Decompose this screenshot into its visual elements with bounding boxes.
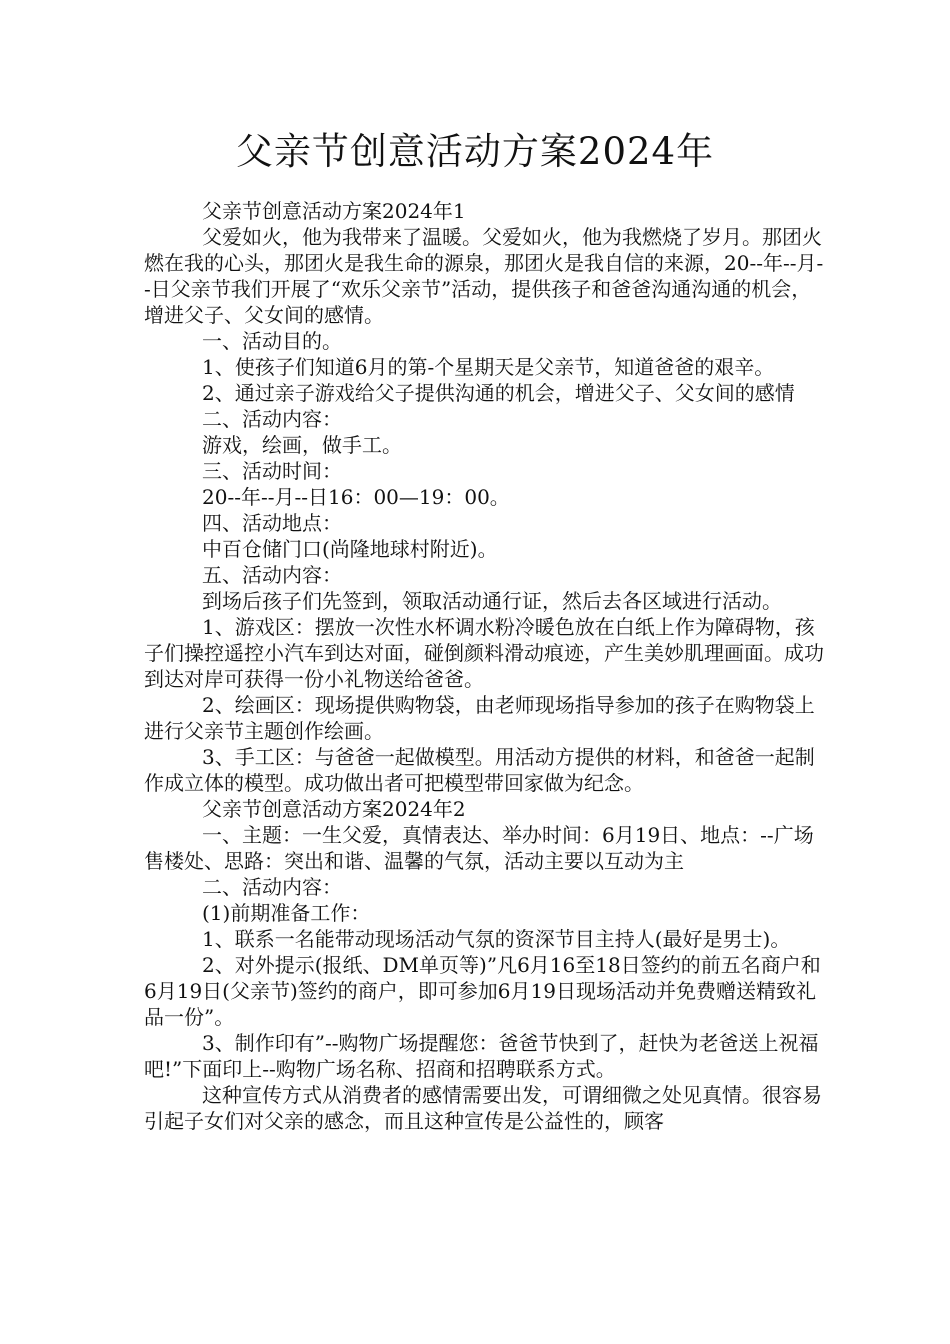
paragraph: 1、游戏区：摆放一次性水杯调水粉冷暖色放在白纸上作为障碍物，孩子们操控遥控小汽车到达对面，碰倒颜料滑动痕迹，产生美妙肌理画面。成功到达对岸可获得一份小礼物送给爸爸。 [144, 615, 824, 691]
document-body [144, 198, 828, 1134]
section-heading: 父亲节创意活动方案2024年1 [202, 199, 466, 223]
paragraph: 3、制作印有”--购物广场提醒您：爸爸节快到了，赶快为老爸送上祝福吧!”下面印上--购物广场名称、招商和招聘联系方式。 [144, 1031, 819, 1081]
paragraph: 到场后孩子们先签到，领取活动通行证，然后去各区域进行活动。 [202, 589, 782, 613]
document-title: 父亲节创意活动方案2024年 [235, 130, 715, 173]
paragraph: 四、活动地点： [202, 511, 342, 535]
paragraph: 父爱如火，他为我带来了温暖。父爱如火，他为我燃烧了岁月。那团火燃在我的心头，那团火是我生命的源泉，那团火是我自信的来源，20--年--月--日父亲节我们开展了“欢乐父亲节”活动，提供孩子和爸爸沟通沟通的机会，增进父子、父女间的感情。 [144, 225, 824, 327]
paragraph: 2、绘画区：现场提供购物袋，由老师现场指导参加的孩子在购物袋上进行父亲节主题创作绘画。 [144, 693, 815, 743]
paragraph: 一、活动目的。 [202, 329, 342, 353]
paragraph: 中百仓储门口(尚隆地球村附近)。 [202, 537, 498, 561]
paragraph: 2、通过亲子游戏给父子提供沟通的机会，增进父子、父女间的感情 [202, 381, 795, 405]
paragraph: 三、活动时间： [202, 459, 342, 483]
paragraph: 这种宣传方式从消费者的感情需要出发，可谓细微之处见真情。很容易引起子女们对父亲的感念，而且这种宣传是公益性的，顾客 [144, 1083, 822, 1133]
paragraph: 二、活动内容： [202, 875, 342, 899]
paragraph: 20--年--月--日16：00—19：00。 [202, 485, 510, 509]
paragraph: 一、主题：一生父爱，真情表达、举办时间：6月19日、地点：--广场售楼处、思路：突出和谐、温馨的气氛，活动主要以互动为主 [144, 823, 814, 873]
paragraph: 2、对外提示(报纸、DM单页等)”凡6月16至18日签约的前五名商户和6月19日(父亲节)签约的商户，即可参加6月19日现场活动并免费赠送精致礼品一份”。 [144, 953, 821, 1029]
paragraph: (1)前期准备工作： [202, 901, 371, 925]
paragraph: 二、活动内容： [202, 407, 342, 431]
paragraph: 3、手工区：与爸爸一起做模型。用活动方提供的材料，和爸爸一起制作成立体的模型。成功做出者可把模型带回家做为纪念。 [144, 745, 815, 795]
section-heading: 父亲节创意活动方案2024年2 [202, 797, 466, 821]
paragraph: 1、使孩子们知道6月的第-个星期天是父亲节，知道爸爸的艰辛。 [202, 355, 775, 379]
paragraph: 五、活动内容： [202, 563, 342, 587]
paragraph: 游戏，绘画，做手工。 [202, 433, 402, 457]
paragraph: 1、联系一名能带动现场活动气氛的资深节目主持人(最好是男士)。 [202, 927, 791, 951]
